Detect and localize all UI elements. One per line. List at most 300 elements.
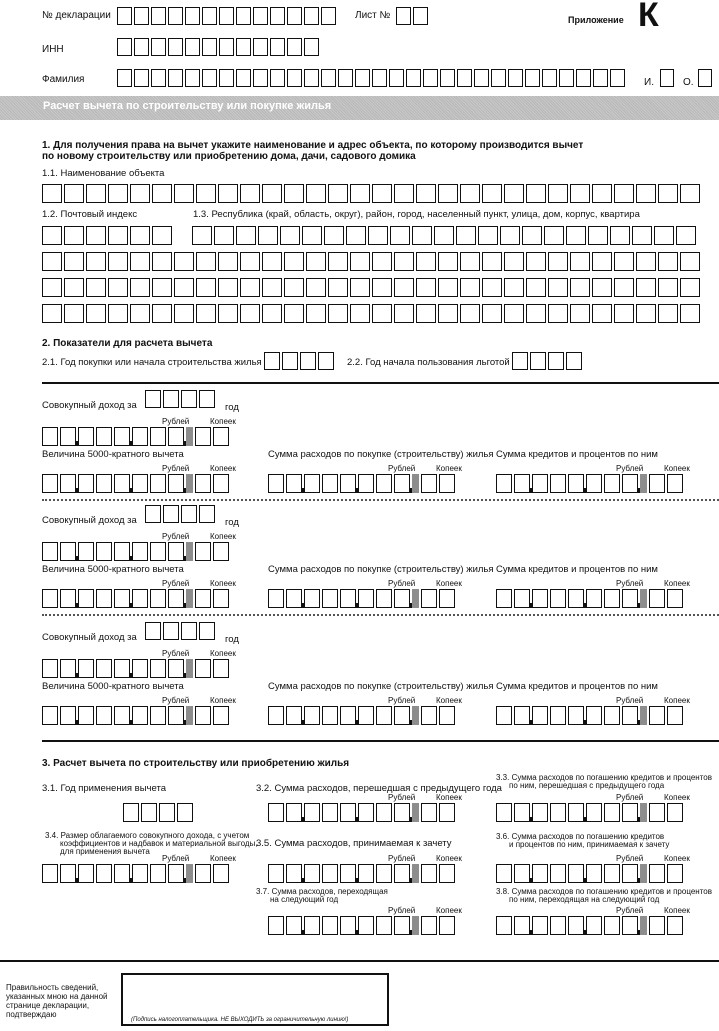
digit-cell[interactable] bbox=[376, 803, 392, 822]
digit-cell[interactable] bbox=[42, 659, 58, 678]
digit-cell[interactable] bbox=[60, 659, 76, 678]
input-cell[interactable] bbox=[64, 304, 84, 323]
digit-cell[interactable] bbox=[60, 427, 76, 446]
kopeck-cell[interactable] bbox=[195, 706, 211, 725]
digit-cell[interactable] bbox=[42, 589, 58, 608]
kopeck-cell[interactable] bbox=[421, 706, 437, 725]
digit-cell[interactable] bbox=[286, 474, 302, 493]
input-cell[interactable] bbox=[526, 252, 546, 271]
input-cell[interactable] bbox=[576, 69, 591, 87]
input-cell[interactable] bbox=[42, 304, 62, 323]
digit-cell[interactable] bbox=[304, 706, 320, 725]
input-cell[interactable] bbox=[123, 803, 139, 822]
input-cell[interactable] bbox=[177, 803, 193, 822]
digit-cell[interactable] bbox=[514, 474, 530, 493]
digit-cell[interactable] bbox=[340, 864, 356, 883]
input-cell[interactable] bbox=[86, 184, 106, 203]
input-cell[interactable] bbox=[482, 184, 502, 203]
digit-cell[interactable] bbox=[568, 589, 584, 608]
input-cell[interactable] bbox=[236, 226, 256, 245]
digit-cell[interactable] bbox=[60, 542, 76, 561]
address-field-row4[interactable] bbox=[42, 304, 702, 323]
input-cell[interactable] bbox=[284, 252, 304, 271]
input-cell[interactable] bbox=[185, 69, 200, 87]
digit-cell[interactable] bbox=[168, 659, 184, 678]
input-cell[interactable] bbox=[108, 252, 128, 271]
digit-cell[interactable] bbox=[496, 706, 512, 725]
input-cell[interactable] bbox=[610, 69, 625, 87]
input-cell[interactable] bbox=[434, 226, 454, 245]
input-cell[interactable] bbox=[163, 390, 179, 408]
kopeck-cell[interactable] bbox=[213, 589, 229, 608]
kopeck-cell[interactable] bbox=[421, 589, 437, 608]
expenses-field[interactable] bbox=[268, 474, 457, 493]
input-cell[interactable] bbox=[548, 304, 568, 323]
digit-cell[interactable] bbox=[340, 803, 356, 822]
digit-cell[interactable] bbox=[586, 706, 602, 725]
input-cell[interactable] bbox=[196, 252, 216, 271]
input-cell[interactable] bbox=[474, 69, 489, 87]
input-cell[interactable] bbox=[196, 184, 216, 203]
input-cell[interactable] bbox=[240, 184, 260, 203]
input-cell[interactable] bbox=[181, 622, 197, 640]
digit-cell[interactable] bbox=[358, 706, 374, 725]
kopeck-cell[interactable] bbox=[649, 864, 665, 883]
object-name-field[interactable] bbox=[42, 184, 702, 203]
input-cell[interactable] bbox=[192, 226, 212, 245]
digit-cell[interactable] bbox=[586, 474, 602, 493]
input-cell[interactable] bbox=[284, 304, 304, 323]
input-cell[interactable] bbox=[108, 278, 128, 297]
digit-cell[interactable] bbox=[622, 589, 638, 608]
input-cell[interactable] bbox=[218, 304, 238, 323]
digit-cell[interactable] bbox=[550, 706, 566, 725]
digit-cell[interactable] bbox=[394, 474, 410, 493]
input-cell[interactable] bbox=[438, 252, 458, 271]
digit-cell[interactable] bbox=[358, 589, 374, 608]
kopeck-cell[interactable] bbox=[667, 706, 683, 725]
digit-cell[interactable] bbox=[132, 706, 148, 725]
input-cell[interactable] bbox=[152, 252, 172, 271]
input-cell[interactable] bbox=[64, 252, 84, 271]
initial-name-field[interactable] bbox=[660, 69, 676, 87]
kopeck-cell[interactable] bbox=[667, 864, 683, 883]
digit-cell[interactable] bbox=[42, 706, 58, 725]
digit-cell[interactable] bbox=[268, 916, 284, 935]
digit-cell[interactable] bbox=[150, 474, 166, 493]
input-cell[interactable] bbox=[460, 184, 480, 203]
input-cell[interactable] bbox=[130, 304, 150, 323]
input-cell[interactable] bbox=[218, 252, 238, 271]
digit-cell[interactable] bbox=[568, 706, 584, 725]
digit-cell[interactable] bbox=[168, 474, 184, 493]
digit-cell[interactable] bbox=[514, 916, 530, 935]
input-cell[interactable] bbox=[526, 304, 546, 323]
deduction-5000-field[interactable] bbox=[42, 474, 231, 493]
digit-cell[interactable] bbox=[132, 542, 148, 561]
digit-cell[interactable] bbox=[78, 864, 94, 883]
digit-cell[interactable] bbox=[268, 589, 284, 608]
input-cell[interactable] bbox=[504, 252, 524, 271]
kopeck-cell[interactable] bbox=[439, 706, 455, 725]
digit-cell[interactable] bbox=[358, 864, 374, 883]
input-cell[interactable] bbox=[328, 184, 348, 203]
digit-cell[interactable] bbox=[496, 916, 512, 935]
input-cell[interactable] bbox=[86, 304, 106, 323]
input-cell[interactable] bbox=[284, 184, 304, 203]
input-cell[interactable] bbox=[196, 278, 216, 297]
kopeck-cell[interactable] bbox=[195, 474, 211, 493]
digit-cell[interactable] bbox=[132, 474, 148, 493]
input-cell[interactable] bbox=[413, 7, 428, 25]
expenses-field[interactable] bbox=[268, 706, 457, 725]
digit-cell[interactable] bbox=[496, 474, 512, 493]
input-cell[interactable] bbox=[491, 69, 506, 87]
digit-cell[interactable] bbox=[550, 864, 566, 883]
input-cell[interactable] bbox=[566, 352, 582, 370]
input-cell[interactable] bbox=[270, 38, 285, 56]
digit-cell[interactable] bbox=[550, 589, 566, 608]
digit-cell[interactable] bbox=[168, 589, 184, 608]
input-cell[interactable] bbox=[219, 7, 234, 25]
input-cell[interactable] bbox=[636, 252, 656, 271]
input-cell[interactable] bbox=[199, 390, 215, 408]
input-cell[interactable] bbox=[302, 226, 322, 245]
digit-cell[interactable] bbox=[168, 864, 184, 883]
input-cell[interactable] bbox=[141, 803, 157, 822]
input-cell[interactable] bbox=[592, 252, 612, 271]
input-cell[interactable] bbox=[460, 252, 480, 271]
digit-cell[interactable] bbox=[514, 589, 530, 608]
input-cell[interactable] bbox=[372, 252, 392, 271]
digit-cell[interactable] bbox=[304, 803, 320, 822]
digit-cell[interactable] bbox=[60, 706, 76, 725]
input-cell[interactable] bbox=[181, 505, 197, 523]
digit-cell[interactable] bbox=[340, 474, 356, 493]
digit-cell[interactable] bbox=[304, 589, 320, 608]
input-cell[interactable] bbox=[236, 38, 251, 56]
input-cell[interactable] bbox=[253, 69, 268, 87]
kopeck-cell[interactable] bbox=[667, 916, 683, 935]
input-cell[interactable] bbox=[636, 184, 656, 203]
input-cell[interactable] bbox=[304, 69, 319, 87]
input-cell[interactable] bbox=[355, 69, 370, 87]
digit-cell[interactable] bbox=[268, 706, 284, 725]
input-cell[interactable] bbox=[174, 252, 194, 271]
input-cell[interactable] bbox=[253, 38, 268, 56]
kopeck-cell[interactable] bbox=[649, 474, 665, 493]
digit-cell[interactable] bbox=[358, 474, 374, 493]
digit-cell[interactable] bbox=[168, 706, 184, 725]
digit-cell[interactable] bbox=[114, 659, 130, 678]
digit-cell[interactable] bbox=[604, 864, 620, 883]
input-cell[interactable] bbox=[152, 226, 172, 245]
input-cell[interactable] bbox=[482, 278, 502, 297]
input-cell[interactable] bbox=[570, 252, 590, 271]
input-cell[interactable] bbox=[508, 69, 523, 87]
input-cell[interactable] bbox=[202, 69, 217, 87]
input-cell[interactable] bbox=[416, 252, 436, 271]
input-cell[interactable] bbox=[181, 390, 197, 408]
input-cell[interactable] bbox=[284, 278, 304, 297]
input-cell[interactable] bbox=[544, 226, 564, 245]
input-cell[interactable] bbox=[270, 7, 285, 25]
input-cell[interactable] bbox=[86, 278, 106, 297]
digit-cell[interactable] bbox=[394, 864, 410, 883]
digit-cell[interactable] bbox=[622, 706, 638, 725]
kopeck-cell[interactable] bbox=[649, 589, 665, 608]
digit-cell[interactable] bbox=[586, 916, 602, 935]
digit-cell[interactable] bbox=[496, 803, 512, 822]
input-cell[interactable] bbox=[86, 252, 106, 271]
digit-cell[interactable] bbox=[286, 864, 302, 883]
digit-cell[interactable] bbox=[622, 916, 638, 935]
input-cell[interactable] bbox=[130, 252, 150, 271]
input-cell[interactable] bbox=[199, 505, 215, 523]
input-cell[interactable] bbox=[632, 226, 652, 245]
input-cell[interactable] bbox=[680, 184, 700, 203]
digit-cell[interactable] bbox=[586, 864, 602, 883]
digit-cell[interactable] bbox=[114, 706, 130, 725]
purchase-year-field[interactable] bbox=[264, 352, 336, 370]
input-cell[interactable] bbox=[324, 226, 344, 245]
digit-cell[interactable] bbox=[60, 474, 76, 493]
f35-field[interactable] bbox=[268, 864, 457, 883]
f37-field[interactable] bbox=[268, 916, 457, 935]
digit-cell[interactable] bbox=[532, 706, 548, 725]
input-cell[interactable] bbox=[258, 226, 278, 245]
input-cell[interactable] bbox=[287, 69, 302, 87]
expenses-field[interactable] bbox=[268, 589, 457, 608]
digit-cell[interactable] bbox=[394, 706, 410, 725]
kopeck-cell[interactable] bbox=[213, 474, 229, 493]
kopeck-cell[interactable] bbox=[195, 864, 211, 883]
digit-cell[interactable] bbox=[132, 589, 148, 608]
input-cell[interactable] bbox=[264, 352, 280, 370]
input-cell[interactable] bbox=[199, 622, 215, 640]
input-cell[interactable] bbox=[42, 252, 62, 271]
input-cell[interactable] bbox=[614, 252, 634, 271]
input-cell[interactable] bbox=[593, 69, 608, 87]
income-amount-field[interactable] bbox=[42, 427, 231, 446]
input-cell[interactable] bbox=[134, 7, 149, 25]
digit-cell[interactable] bbox=[150, 864, 166, 883]
input-cell[interactable] bbox=[394, 252, 414, 271]
input-cell[interactable] bbox=[185, 38, 200, 56]
input-cell[interactable] bbox=[570, 278, 590, 297]
input-cell[interactable] bbox=[482, 304, 502, 323]
digit-cell[interactable] bbox=[532, 474, 548, 493]
input-cell[interactable] bbox=[350, 278, 370, 297]
sheet-no-field[interactable] bbox=[396, 7, 430, 25]
input-cell[interactable] bbox=[321, 69, 336, 87]
input-cell[interactable] bbox=[394, 278, 414, 297]
input-cell[interactable] bbox=[64, 184, 84, 203]
digit-cell[interactable] bbox=[604, 706, 620, 725]
digit-cell[interactable] bbox=[568, 803, 584, 822]
input-cell[interactable] bbox=[416, 184, 436, 203]
digit-cell[interactable] bbox=[622, 474, 638, 493]
input-cell[interactable] bbox=[346, 226, 366, 245]
input-cell[interactable] bbox=[152, 278, 172, 297]
digit-cell[interactable] bbox=[96, 474, 112, 493]
input-cell[interactable] bbox=[372, 304, 392, 323]
digit-cell[interactable] bbox=[78, 706, 94, 725]
input-cell[interactable] bbox=[163, 622, 179, 640]
input-cell[interactable] bbox=[460, 304, 480, 323]
digit-cell[interactable] bbox=[60, 864, 76, 883]
digit-cell[interactable] bbox=[604, 803, 620, 822]
input-cell[interactable] bbox=[525, 69, 540, 87]
address-field-row2[interactable] bbox=[42, 252, 702, 271]
input-cell[interactable] bbox=[412, 226, 432, 245]
digit-cell[interactable] bbox=[78, 542, 94, 561]
input-cell[interactable] bbox=[389, 69, 404, 87]
input-cell[interactable] bbox=[117, 7, 132, 25]
digit-cell[interactable] bbox=[604, 474, 620, 493]
input-cell[interactable] bbox=[151, 69, 166, 87]
input-cell[interactable] bbox=[542, 69, 557, 87]
digit-cell[interactable] bbox=[114, 427, 130, 446]
digit-cell[interactable] bbox=[622, 864, 638, 883]
input-cell[interactable] bbox=[654, 226, 674, 245]
digit-cell[interactable] bbox=[514, 803, 530, 822]
input-cell[interactable] bbox=[174, 184, 194, 203]
digit-cell[interactable] bbox=[322, 803, 338, 822]
input-cell[interactable] bbox=[168, 38, 183, 56]
declaration-no-field[interactable] bbox=[117, 7, 338, 25]
kopeck-cell[interactable] bbox=[649, 706, 665, 725]
input-cell[interactable] bbox=[145, 622, 161, 640]
input-cell[interactable] bbox=[130, 278, 150, 297]
input-cell[interactable] bbox=[610, 226, 630, 245]
input-cell[interactable] bbox=[108, 304, 128, 323]
digit-cell[interactable] bbox=[42, 474, 58, 493]
income-amount-field[interactable] bbox=[42, 659, 231, 678]
digit-cell[interactable] bbox=[96, 427, 112, 446]
input-cell[interactable] bbox=[270, 69, 285, 87]
input-cell[interactable] bbox=[42, 278, 62, 297]
kopeck-cell[interactable] bbox=[439, 803, 455, 822]
input-cell[interactable] bbox=[218, 184, 238, 203]
digit-cell[interactable] bbox=[586, 589, 602, 608]
income-year-field[interactable] bbox=[145, 505, 217, 523]
input-cell[interactable] bbox=[438, 278, 458, 297]
input-cell[interactable] bbox=[287, 38, 302, 56]
income-year-field[interactable] bbox=[145, 622, 217, 640]
input-cell[interactable] bbox=[440, 69, 455, 87]
input-cell[interactable] bbox=[240, 252, 260, 271]
input-cell[interactable] bbox=[559, 69, 574, 87]
income-year-field[interactable] bbox=[145, 390, 217, 408]
input-cell[interactable] bbox=[350, 184, 370, 203]
address-field-row3[interactable] bbox=[42, 278, 702, 297]
input-cell[interactable] bbox=[504, 304, 524, 323]
input-cell[interactable] bbox=[134, 69, 149, 87]
digit-cell[interactable] bbox=[568, 474, 584, 493]
input-cell[interactable] bbox=[368, 226, 388, 245]
digit-cell[interactable] bbox=[304, 474, 320, 493]
income-amount-field[interactable] bbox=[42, 542, 231, 561]
address-field-row1[interactable] bbox=[192, 226, 698, 245]
f38-field[interactable] bbox=[496, 916, 685, 935]
input-cell[interactable] bbox=[196, 304, 216, 323]
digit-cell[interactable] bbox=[586, 803, 602, 822]
digit-cell[interactable] bbox=[568, 864, 584, 883]
input-cell[interactable] bbox=[134, 38, 149, 56]
input-cell[interactable] bbox=[262, 184, 282, 203]
input-cell[interactable] bbox=[202, 38, 217, 56]
input-cell[interactable] bbox=[522, 226, 542, 245]
input-cell[interactable] bbox=[174, 304, 194, 323]
input-cell[interactable] bbox=[219, 38, 234, 56]
digit-cell[interactable] bbox=[286, 589, 302, 608]
input-cell[interactable] bbox=[570, 304, 590, 323]
input-cell[interactable] bbox=[636, 304, 656, 323]
input-cell[interactable] bbox=[416, 304, 436, 323]
input-cell[interactable] bbox=[658, 304, 678, 323]
input-cell[interactable] bbox=[262, 304, 282, 323]
kopeck-cell[interactable] bbox=[213, 542, 229, 561]
kopeck-cell[interactable] bbox=[213, 706, 229, 725]
digit-cell[interactable] bbox=[268, 474, 284, 493]
kopeck-cell[interactable] bbox=[667, 474, 683, 493]
digit-cell[interactable] bbox=[304, 916, 320, 935]
digit-cell[interactable] bbox=[376, 474, 392, 493]
input-cell[interactable] bbox=[152, 184, 172, 203]
input-cell[interactable] bbox=[614, 278, 634, 297]
input-cell[interactable] bbox=[108, 184, 128, 203]
input-cell[interactable] bbox=[218, 278, 238, 297]
digit-cell[interactable] bbox=[96, 542, 112, 561]
input-cell[interactable] bbox=[566, 226, 586, 245]
input-cell[interactable] bbox=[500, 226, 520, 245]
input-cell[interactable] bbox=[372, 278, 392, 297]
digit-cell[interactable] bbox=[78, 474, 94, 493]
kopeck-cell[interactable] bbox=[439, 916, 455, 935]
digit-cell[interactable] bbox=[150, 706, 166, 725]
input-cell[interactable] bbox=[372, 184, 392, 203]
digit-cell[interactable] bbox=[394, 916, 410, 935]
input-cell[interactable] bbox=[478, 226, 498, 245]
input-cell[interactable] bbox=[680, 252, 700, 271]
input-cell[interactable] bbox=[460, 278, 480, 297]
input-cell[interactable] bbox=[438, 304, 458, 323]
input-cell[interactable] bbox=[548, 278, 568, 297]
input-cell[interactable] bbox=[338, 69, 353, 87]
digit-cell[interactable] bbox=[286, 803, 302, 822]
input-cell[interactable] bbox=[152, 304, 172, 323]
digit-cell[interactable] bbox=[496, 864, 512, 883]
input-cell[interactable] bbox=[530, 352, 546, 370]
input-cell[interactable] bbox=[548, 184, 568, 203]
digit-cell[interactable] bbox=[340, 706, 356, 725]
input-cell[interactable] bbox=[350, 252, 370, 271]
kopeck-cell[interactable] bbox=[421, 864, 437, 883]
input-cell[interactable] bbox=[214, 226, 234, 245]
input-cell[interactable] bbox=[548, 252, 568, 271]
digit-cell[interactable] bbox=[114, 542, 130, 561]
digit-cell[interactable] bbox=[42, 864, 58, 883]
surname-field[interactable] bbox=[117, 69, 627, 87]
input-cell[interactable] bbox=[306, 252, 326, 271]
digit-cell[interactable] bbox=[78, 659, 94, 678]
digit-cell[interactable] bbox=[60, 589, 76, 608]
digit-cell[interactable] bbox=[550, 803, 566, 822]
digit-cell[interactable] bbox=[496, 589, 512, 608]
input-cell[interactable] bbox=[438, 184, 458, 203]
inn-field[interactable] bbox=[117, 38, 321, 56]
